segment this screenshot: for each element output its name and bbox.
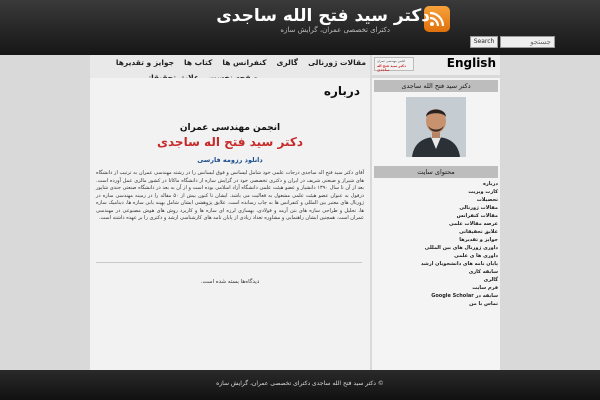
menu-item-work-history[interactable]: سابقه کاری [468, 269, 498, 275]
site-title[interactable]: دکتر سید فتح الله ساجدی [216, 6, 430, 26]
banner-line-name: دکتر سید فتح اله ساجدی [377, 64, 406, 72]
site-footer [0, 370, 600, 400]
menu-item-google-scholar[interactable]: سابقه در Google Scholar [431, 293, 498, 299]
search-input[interactable] [500, 36, 555, 48]
nav-item-conferences[interactable]: کنفرانس ها [222, 58, 267, 67]
menu-item-contact[interactable]: تماس با من [469, 301, 498, 307]
site-menu-heading: محتوای سایت [374, 166, 498, 178]
profile-widget-heading: دکتر سید فتح الله ساجدی [374, 80, 498, 92]
menu-item-education[interactable]: تحصیلات [476, 197, 498, 203]
search-button[interactable]: Search [470, 36, 498, 48]
english-link[interactable]: English [446, 56, 496, 70]
menu-item-business-card[interactable]: کارت ویزیت [468, 189, 498, 195]
association-heading: انجمن مهندسی عمران [179, 123, 281, 133]
nav-item-gallery[interactable]: گالری [276, 58, 299, 67]
menu-item-research-interests[interactable]: علایق تحقیقاتی [459, 229, 498, 235]
nav-item-awards[interactable]: جوایز و تقدیرها [115, 58, 174, 67]
sidebar [372, 78, 500, 370]
profile-photo [406, 97, 466, 157]
nav-item-books[interactable]: کتاب ها [184, 58, 213, 67]
footer-copyright: © دکتر سید فتح الله ساجدی دکترای تخصصی عمران، گرایش سازه [216, 380, 384, 387]
menu-item-journal-papers[interactable]: مقالات ژورنالی [459, 205, 498, 211]
comments-closed-notice: دیدگاه‌ها بسته شده است. [200, 279, 260, 285]
site-menu [374, 180, 498, 308]
page-title: درباره [323, 84, 360, 98]
site-header [0, 0, 600, 55]
menu-item-scientific-reviewing[interactable]: داوری ها ی علمی [454, 253, 498, 259]
menu-item-site-form[interactable]: فرم سایت [472, 285, 498, 291]
menu-item-conference-papers[interactable]: مقالات کنفرانس [456, 213, 498, 219]
menu-item-scientific-papers[interactable]: عرصه مقالات علمی [448, 221, 498, 227]
menu-item-gallery[interactable]: گالری [483, 277, 498, 283]
site-description: دکترای تخصصی عمران، گرایش سازه [280, 26, 390, 34]
banner-line-association: انجمن مهندسی عمران [377, 59, 406, 63]
menu-item-about[interactable]: درباره [482, 181, 498, 187]
language-banner-image[interactable] [374, 57, 414, 71]
professor-name-heading: دکتر سید فتح اله ساجدی [156, 135, 304, 149]
main-content [90, 78, 370, 370]
download-resume-link[interactable]: دانلود رزومه فارسی [197, 156, 263, 164]
language-switcher[interactable] [372, 55, 500, 75]
biography-paragraph: آقای دکتر سید فتح اله ساجدی درجات علمی خود شامل لیسانس و فوق لیسانس را در رشته مهندسی عمران به ترتیب از دانشگاه های شیراز و صنعتی شریف در ایران و دکتری تخصصی خود در گرایش سازه از دانشگاه ماکاتا در کشور مالزی عمل آورده است. بعد از آن تا سال ۱۳۹۰ دانشیار و عضو هیئت علمی دانشگاه آزاد اسلامی بوده است و از آن به بعد در دانشگاه صنعتی جندی شاپور دزفول به عنوان عضو هیئت علمی مشغول به فعالیت می باشد. ایشان تا کنون بیش از ۵۰ مقاله را در زمینه مهندسی سازه در ژورنال های معتبر بین المللی و کنفرانس ها به چاپ رسانده است. علایق پژوهشی ایشان شامل بهینه یابی سازه ها، دینامیک سازه ها، تحلیل و طراحی سازه های بتن آرمه و فولادی، بهسازی لرزه ای سازه ها و کاربرد روش های هوش مصنوعی در مهندسی عمران است. همچنین ایشان راهنمایی و مشاوره تعداد زیادی از پایان نامه های کارشناسی ارشد و دکتری را بر عهده داشته است. [96, 170, 364, 221]
menu-item-theses[interactable]: پایان نامه های دانشجویان ارشد [421, 261, 498, 267]
menu-item-awards[interactable]: جوایز و تقدیرها [459, 237, 498, 243]
menu-item-journal-reviewing[interactable]: داوری ژورنال های بین المللی [424, 245, 498, 251]
content-divider [96, 262, 362, 263]
nav-item-journal-papers[interactable]: مقالات ژورنالی [308, 58, 366, 67]
